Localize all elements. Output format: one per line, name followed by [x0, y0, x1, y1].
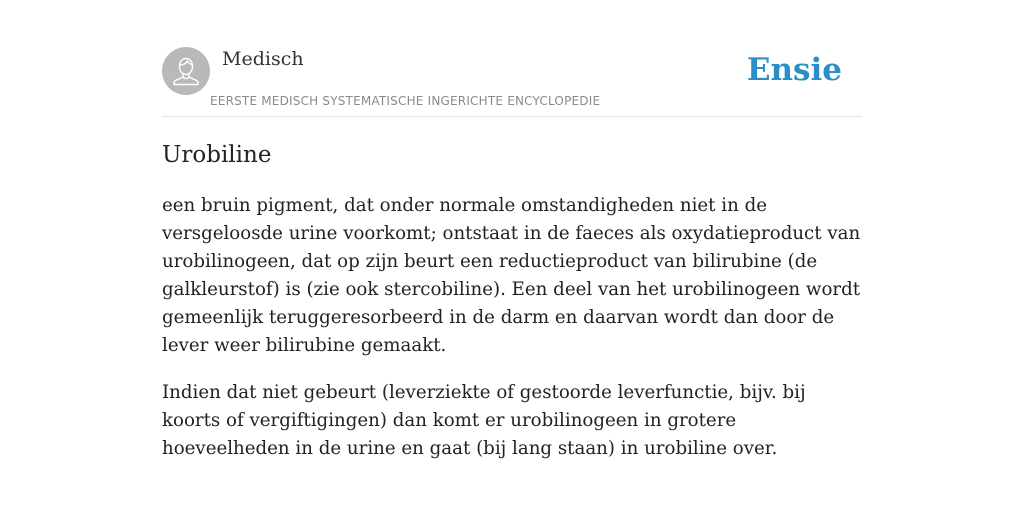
article-title: Urobiline [162, 142, 272, 168]
article-paragraph: Indien dat niet gebeurt (leverziekte of gestoorde leverfunctie, bijv. bij koorts of vergiftigingen) dan komt er urobilinogeen in grotere hoeveelheden in de urine en gaat (bij lang staan) in urobiline over. [162, 382, 806, 459]
user-icon [162, 47, 210, 95]
publisher-tagline: EERSTE MEDISCH SYSTEMATISCHE INGERICHTE ENCYCLOPEDIE [210, 94, 601, 108]
site-header [162, 0, 862, 117]
article-paragraph: een bruin pigment, dat onder normale omstandigheden niet in de versgeloosde urine voorkomt; ontstaat in de faeces als oxydatieproduct van urobilinogeen, dat op zijn beurt een reductieproduct van bilirubine (de galkleurstof) is (zie ook stercobiline). Een deel van het urobilinogeen wordt gemeenlijk teruggeresorbeerd in de darm en daarvan wordt dan door de lever weer bilirubine gemaakt. [162, 195, 861, 356]
ensie-logo[interactable]: Ensie [746, 52, 842, 88]
publisher-name[interactable]: Medisch [222, 48, 304, 70]
avatar[interactable] [162, 47, 210, 95]
article-body [162, 192, 864, 482]
page [162, 0, 862, 459]
